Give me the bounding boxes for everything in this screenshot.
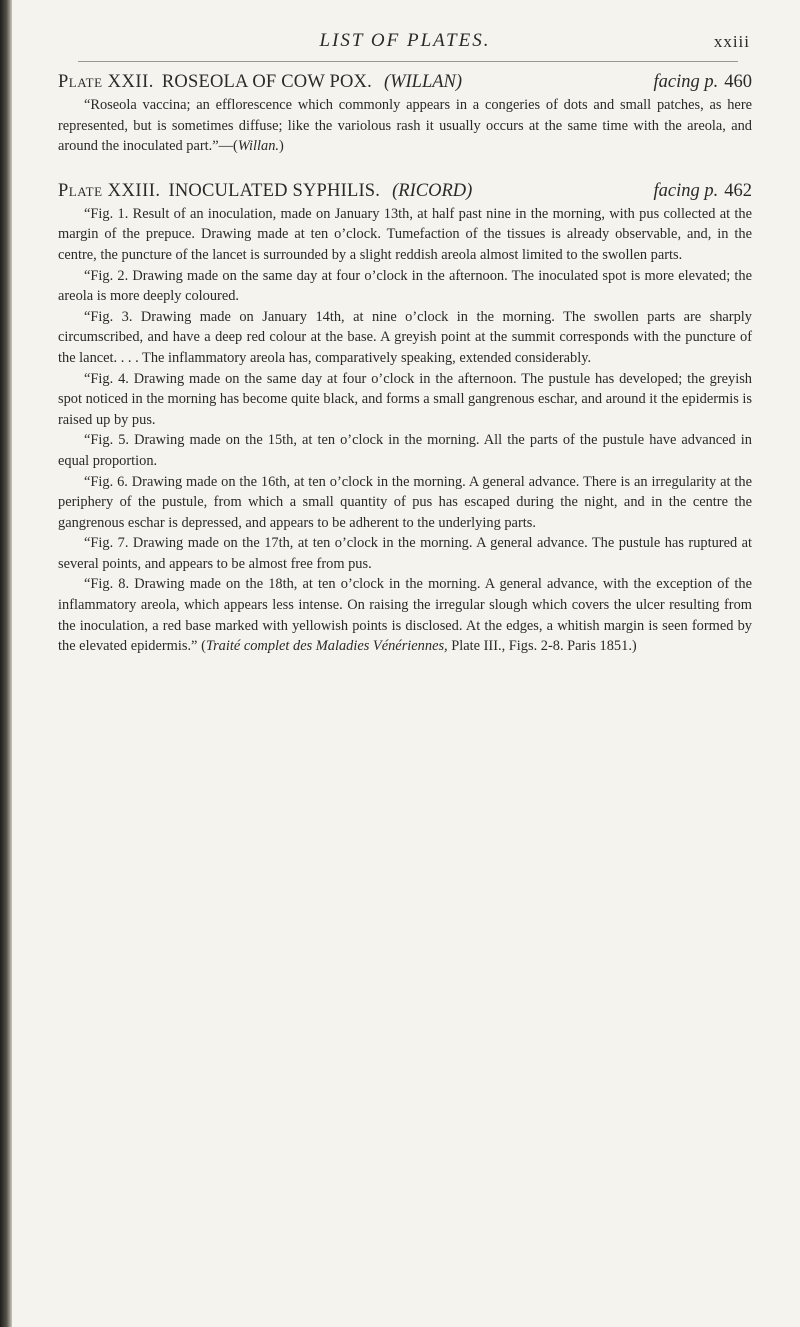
plate-author: (RICORD) xyxy=(392,180,473,201)
plate-label: Plate XXII. xyxy=(58,72,154,92)
plate-entry-xxiii xyxy=(58,181,752,657)
facing-label: facing p. xyxy=(653,72,719,92)
plate-description: “Roseola vaccina; an efflorescence which commonly appears in a congeries of dots and small patches, as here represented, but is sometimes diffuse; like the variolous rash it usually occurs at the same time with the areola, and around the inoculated part.”—(Willan.) xyxy=(58,97,752,155)
fig-8-text: “Fig. 8. Drawing made on the 18th, at ten o’clock in the morning. A general advance, with the exception of the inflammatory areola, which appears less intense. On raising the irregular slough which covers the ulcer resulting from the inoculation, a red base marked with yellowish points is disclosed. At the edges, a whitish margin is seen formed by the elevated epidermis.” xyxy=(58,576,752,655)
fig-description-4: “Fig. 4. Drawing made on the same day at four o’clock in the afternoon. The pustule has developed; the greyish spot noticed in the morning has become quite black, and forms a small gangrenous eschar, and around it the epidermis is raised up by pus. xyxy=(58,370,752,428)
fig-description-3: “Fig. 3. Drawing made on January 14th, at nine o’clock in the morning. The swollen parts are sharply circumscribed, and have a deep red colour at the base. A greyish point at the summit corresponds with the puncture of the lancet. . . . The inflammatory areola has, comparatively speaking, extended considerably. xyxy=(58,308,752,366)
plate-author: (WILLAN) xyxy=(383,72,463,92)
plate-heading xyxy=(58,181,752,202)
plate-heading xyxy=(58,72,752,93)
fig-description-7: “Fig. 7. Drawing made on the 17th, at ten o’clock in the morning. A general advance. The pustule has ruptured at several points, and appears to be almost free from pus. xyxy=(58,535,752,572)
fig-description-2: “Fig. 2. Drawing made on the same day at four o’clock in the afternoon. The inoculated spot is more elevated; the areola is more deeply coloured. xyxy=(58,267,752,305)
fig-description-1: “Fig. 1. Result of an inoculation, made on January 13th, at half past nine in the morning, with pus collected at the margin of the prepuce. Drawing made at ten o’clock. Tumefaction of the tissues is already observable, and, in the centre, the puncture of the lancet is surrounded by a slight reddish areola almost limited to the swollen parts. xyxy=(58,205,752,263)
facing-page-number: 462 xyxy=(724,180,752,201)
plate-title: ROSEOLA OF COW POX. xyxy=(161,72,372,92)
running-head xyxy=(60,30,750,60)
citation-open: ( xyxy=(201,638,206,655)
plate-title: INOCULATED SYPHILIS. xyxy=(168,180,381,201)
page-body xyxy=(58,72,752,657)
plate-label: Plate XXIII. xyxy=(58,180,161,201)
facing-label: facing p. xyxy=(653,180,719,201)
fig-description-8 xyxy=(58,574,752,656)
facing-page-number: 460 xyxy=(724,72,752,92)
fig-description-5: “Fig. 5. Drawing made on the 15th, at ten o’clock in the morning. All the parts of the pustule have advanced in equal proportion. xyxy=(58,432,752,469)
fig-description-6: “Fig. 6. Drawing made on the 16th, at ten o’clock in the morning. A general advance. There is an irregularity at the periphery of the pustule, from which a small quantity of pus has escaped during the night, and in the centre the gangrenous eschar is depressed, and appears to be adherent to the underlying parts. xyxy=(58,473,752,531)
book-spine-shadow xyxy=(0,0,12,1327)
header-rule xyxy=(78,61,738,62)
plate-entry-xxii xyxy=(58,72,752,157)
running-title: LIST OF PLATES. xyxy=(319,30,491,51)
page-number: xxiii xyxy=(713,32,750,51)
citation-work: Traité complet des Maladies Vénériennes, xyxy=(205,638,448,655)
citation-rest: Plate III., Figs. 2-8. Paris 1851.) xyxy=(447,638,637,655)
